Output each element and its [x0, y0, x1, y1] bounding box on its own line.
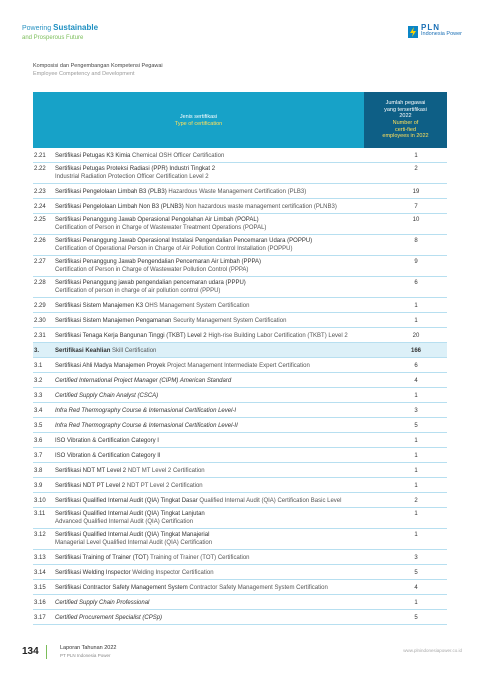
- row-count: 1: [414, 467, 418, 474]
- row-title-id: Sertifikasi NDT MT Level 2: [55, 467, 127, 474]
- row-count: 4: [414, 584, 418, 591]
- row-count: 8: [414, 238, 418, 244]
- row-description: [55, 332, 385, 340]
- row-number: 2.23: [34, 188, 46, 195]
- section-heading: [33, 62, 163, 78]
- row-count: 5: [414, 614, 418, 621]
- row-title-id: Sertifikasi Penanggung jawab pengendalian pencemaran udara (PPPU): [55, 280, 246, 286]
- row-description: [55, 614, 385, 622]
- row-title-id: Sertifikasi Pengelolaan Limbah Non B3 (PLNB3): [55, 203, 184, 210]
- header-count-id-1: Jumlah pegawai: [385, 100, 426, 107]
- row-count: 6: [414, 362, 418, 369]
- logo-name: PLN: [421, 23, 441, 32]
- row-count: 5: [414, 569, 418, 576]
- report-title: Laporan Tahunan 2022: [60, 645, 117, 651]
- row-title-id: Sertifikasi Qualified Internal Audit (QIA) Tingkat Manajerial: [55, 532, 210, 538]
- row-number: 3.4: [34, 407, 43, 414]
- table-row: [33, 358, 447, 373]
- company-logo: [408, 24, 462, 38]
- row-description: [55, 258, 385, 274]
- row-title-en: Certification of person in charge of air pollution control (PPPU): [55, 288, 221, 294]
- row-title-en: Training of Trainer (TOT) Certification: [150, 554, 250, 561]
- row-description: [55, 497, 385, 505]
- header-count-en-3: employees in 2022: [382, 133, 429, 140]
- brand-line2: and Prosperous Future: [22, 35, 84, 41]
- section-title-id: Komposisi dan Pengembangan Kompetensi Pegawai: [33, 63, 163, 69]
- row-number: 3.11: [34, 511, 46, 517]
- row-title-id: Certified Supply Chain Analyst (CSCA): [55, 392, 159, 399]
- table-row: [33, 478, 447, 493]
- row-description: [55, 377, 385, 385]
- row-count: 1: [414, 532, 418, 538]
- brand-prefix: Powering: [22, 25, 52, 32]
- row-number: 3.7: [34, 452, 43, 459]
- row-description: [55, 584, 385, 592]
- row-title-id: Sertifikasi Sistem Manajemen K3: [55, 302, 144, 309]
- row-count: 1: [414, 392, 418, 399]
- row-title-en: NDT MT Level 2 Certification: [127, 467, 205, 474]
- row-title-id: Sertifikasi Tenaga Kerja Bangunan Tinggi (TKBT) Level 2: [55, 332, 207, 339]
- row-title-id: Certified Supply Chain Professional: [55, 599, 150, 606]
- table-row: [33, 313, 447, 328]
- row-number: 3.17: [34, 614, 46, 621]
- row-title-id: Sertifikasi Keahlian: [55, 347, 111, 354]
- table-row: [33, 403, 447, 418]
- row-number: 3.: [34, 347, 40, 354]
- header-count-en-2: certi-fied: [394, 126, 417, 133]
- row-description: [55, 279, 385, 295]
- row-description: [55, 452, 385, 460]
- row-description: [55, 482, 385, 490]
- table-row: [33, 163, 447, 184]
- table-body: [33, 148, 447, 625]
- row-count: 1: [414, 511, 418, 517]
- brand-tagline: [22, 24, 98, 42]
- row-description: [55, 188, 385, 196]
- row-title-en: Chemical OSH Officer Certification: [132, 152, 225, 159]
- row-count: 19: [412, 188, 420, 195]
- row-title-en: NDT PT Level 2 Certification: [126, 482, 203, 489]
- row-count: 7: [414, 203, 418, 210]
- row-title-en: Welding Inspector Certification: [132, 569, 214, 576]
- section-title-en: Employee Competency and Development: [33, 71, 135, 77]
- row-count: 3: [414, 407, 418, 414]
- page-number: 134: [22, 646, 39, 657]
- row-count: 1: [414, 482, 418, 489]
- logo-sub: Indonesia Power: [421, 31, 462, 37]
- row-count: 20: [412, 332, 420, 339]
- row-number: 3.14: [34, 569, 46, 576]
- table-row: [33, 463, 447, 478]
- header-type-cell: [33, 92, 364, 148]
- row-number: 2.30: [34, 317, 46, 324]
- row-count: 10: [412, 217, 420, 223]
- row-title-id: Infra Red Thermography Course & Internasional Certification Level-II: [55, 422, 238, 429]
- table-row: [33, 595, 447, 610]
- row-title-id: Certified Procurement Specialist (CPSp): [55, 614, 163, 621]
- table-row: [33, 373, 447, 388]
- row-number: 3.1: [34, 362, 43, 369]
- row-count: 3: [414, 554, 418, 561]
- row-title-id: Sertifikasi Pengelolaan Limbah B3 (PLB3): [55, 188, 167, 195]
- row-title-id: Sertifikasi Sistem Manajemen Pengamanan: [55, 317, 172, 324]
- row-number: 2.21: [34, 152, 46, 159]
- table-row: [33, 277, 447, 298]
- row-count: 4: [414, 377, 418, 384]
- row-title-en: Hazardous Waste Management Certification (PLB3): [168, 188, 307, 195]
- row-description: [55, 569, 385, 577]
- row-number: 2.31: [34, 332, 46, 339]
- header-count-id-2: yang tersertifikasi: [384, 106, 427, 113]
- row-number: 3.6: [34, 437, 43, 444]
- table-row: [33, 529, 447, 550]
- row-count: 1: [414, 302, 418, 309]
- row-description: [55, 437, 385, 445]
- table-row: [33, 508, 447, 529]
- table-row: [33, 298, 447, 313]
- page-header: [22, 24, 462, 44]
- row-title-en: Certification of Person in Charge of Wastewater Treatment Operations (POPAL): [55, 225, 267, 231]
- row-count: 166: [410, 347, 421, 354]
- row-number: 2.27: [34, 259, 46, 265]
- row-description: [55, 152, 385, 160]
- row-description: [55, 216, 385, 232]
- row-count: 6: [414, 280, 418, 286]
- row-description: [55, 422, 385, 430]
- table-row: [33, 610, 447, 625]
- row-number: 3.3: [34, 392, 43, 399]
- row-description: [55, 554, 385, 562]
- table-row: [33, 343, 447, 358]
- certification-table: [33, 92, 447, 625]
- table-row: [33, 184, 447, 199]
- row-description: [55, 392, 385, 400]
- row-count: 1: [414, 317, 418, 324]
- row-description: [55, 599, 385, 607]
- row-title-id: Sertifikasi Contractor Safety Management System: [55, 584, 188, 591]
- row-title-id: Sertifikasi Qualified Internal Audit (QIA) Tingkat Lanjutan: [55, 511, 205, 517]
- row-description: [55, 237, 385, 253]
- row-number: 2.29: [34, 302, 46, 309]
- header-count-cell: [364, 92, 447, 148]
- row-title-en: Non hazardous waste management certification (PLNB3): [185, 203, 337, 210]
- table-header: [33, 92, 447, 148]
- table-row: [33, 580, 447, 595]
- row-title-id: Sertifikasi Qualified Internal Audit (QIA) Tingkat Dasar: [55, 497, 198, 504]
- row-number: 2.28: [34, 280, 46, 286]
- row-title-id: Sertifikasi Petugas Proteksi Radiasi (PPR) Industri Tingkat 2: [55, 166, 216, 172]
- table-row: [33, 235, 447, 256]
- row-description: [55, 531, 385, 547]
- header-type-en: Type of certification: [174, 120, 223, 127]
- row-title-en: Advanced Qualified Internal Audit (QIA) Certification: [55, 519, 194, 525]
- table-row: [33, 148, 447, 163]
- table-row: [33, 199, 447, 214]
- footer-divider: [46, 645, 47, 659]
- row-number: 3.13: [34, 554, 46, 561]
- row-description: [55, 510, 385, 526]
- row-number: 3.8: [34, 467, 43, 474]
- row-number: 2.22: [34, 166, 46, 172]
- row-title-en: Contractor Safety Management System Certification: [189, 584, 328, 591]
- row-description: [55, 347, 385, 355]
- header-count-en-1: Number of: [392, 120, 419, 126]
- row-number: 3.10: [34, 497, 46, 504]
- row-title-en: Security Management System Certification: [173, 317, 287, 324]
- table-row: [33, 448, 447, 463]
- row-title-id: ISO Vibration & Certification Category I: [55, 437, 159, 444]
- row-title-id: ISO Vibration & Certification Category II: [55, 452, 161, 459]
- row-title-en: Project Management Intermediate Expert Certification: [167, 362, 310, 369]
- table-row: [33, 565, 447, 580]
- row-number: 3.9: [34, 482, 43, 489]
- row-title-id: Sertifikasi Welding Inspector: [55, 569, 131, 576]
- row-count: 2: [414, 166, 418, 172]
- table-row: [33, 388, 447, 403]
- row-count: 1: [414, 599, 418, 606]
- header-count-id-3: 2022: [399, 113, 412, 120]
- row-description: [55, 362, 385, 370]
- row-title-id: Sertifikasi NDT PT Level 2: [55, 482, 126, 489]
- row-count: 1: [414, 452, 418, 459]
- table-row: [33, 214, 447, 235]
- row-title-en: Managerial Level Qualified Internal Audit (QIA) Certification: [55, 540, 213, 546]
- row-count: 9: [414, 259, 418, 265]
- row-number: 2.25: [34, 217, 46, 223]
- row-count: 2: [414, 497, 418, 504]
- row-title-id: Sertifikasi Penanggung Jawab Operasional Instalasi Pengendalian Pencemaran Udara (POPPU): [55, 238, 313, 244]
- row-description: [55, 317, 385, 325]
- row-title-en: Industrial Radiation Protection Officer Certification Level 2: [55, 174, 209, 180]
- row-title-id: Certified International Project Manager (CIPM) American Standard: [55, 377, 232, 384]
- row-title-en: Skill Certification: [112, 347, 157, 354]
- row-title-id: Sertifikasi Ahli Madya Manajemen Proyek: [55, 362, 166, 369]
- row-description: [55, 407, 385, 415]
- table-row: [33, 418, 447, 433]
- row-title-en: Certification of Operational Person in Charge of Air Pollution Control Installation (POPPU): [55, 246, 293, 252]
- row-count: 5: [414, 422, 418, 429]
- row-title-id: Infra Red Thermography Course & Internasional Certification Level-I: [55, 407, 237, 414]
- row-number: 3.12: [34, 532, 46, 538]
- page-footer: [22, 643, 462, 663]
- brand-strong: Sustainable: [53, 23, 99, 32]
- table-row: [33, 550, 447, 565]
- row-description: [55, 203, 385, 211]
- row-number: 3.15: [34, 584, 46, 591]
- header-type-id: Jenis sertifikasi: [179, 113, 218, 120]
- table-row: [33, 328, 447, 343]
- table-row: [33, 493, 447, 508]
- row-number: 3.2: [34, 377, 43, 384]
- row-count: 1: [414, 152, 418, 159]
- row-description: [55, 302, 385, 310]
- row-count: 1: [414, 437, 418, 444]
- row-description: [55, 165, 385, 181]
- table-row: [33, 256, 447, 277]
- row-title-id: Sertifikasi Petugas K3 Kimia: [55, 152, 131, 159]
- lightning-logo-icon: [408, 25, 418, 37]
- row-description: [55, 467, 385, 475]
- row-title-en: High-rise Building Labor Certification (TKBT) Level 2: [208, 332, 348, 339]
- row-title-id: Sertifikasi Penanggung Jawab Pengendalian Pencemaran Air Limbah (PPPA): [55, 259, 262, 265]
- company-name: PT PLN Indonesia Power: [60, 653, 111, 658]
- row-title-id: Sertifikasi Training of Trainer (TOT): [55, 554, 149, 561]
- row-number: 2.26: [34, 238, 46, 244]
- row-number: 3.5: [34, 422, 43, 429]
- row-title-en: OHS Management System Certification: [144, 302, 250, 309]
- row-number: 2.24: [34, 203, 46, 210]
- table-row: [33, 433, 447, 448]
- row-title-id: Sertifikasi Penanggung Jawab Operasional Pengolahan Air Limbah (POPAL): [55, 217, 259, 223]
- website-link[interactable]: www.plnindonesiapower.co.id: [403, 648, 462, 653]
- row-title-en: Certification of Person in Charge of Wastewater Pollution Control (PPPA): [55, 267, 249, 273]
- row-title-en: Qualified Internal Audit (QIA) Certification Basic Level: [199, 497, 342, 504]
- row-number: 3.16: [34, 599, 46, 606]
